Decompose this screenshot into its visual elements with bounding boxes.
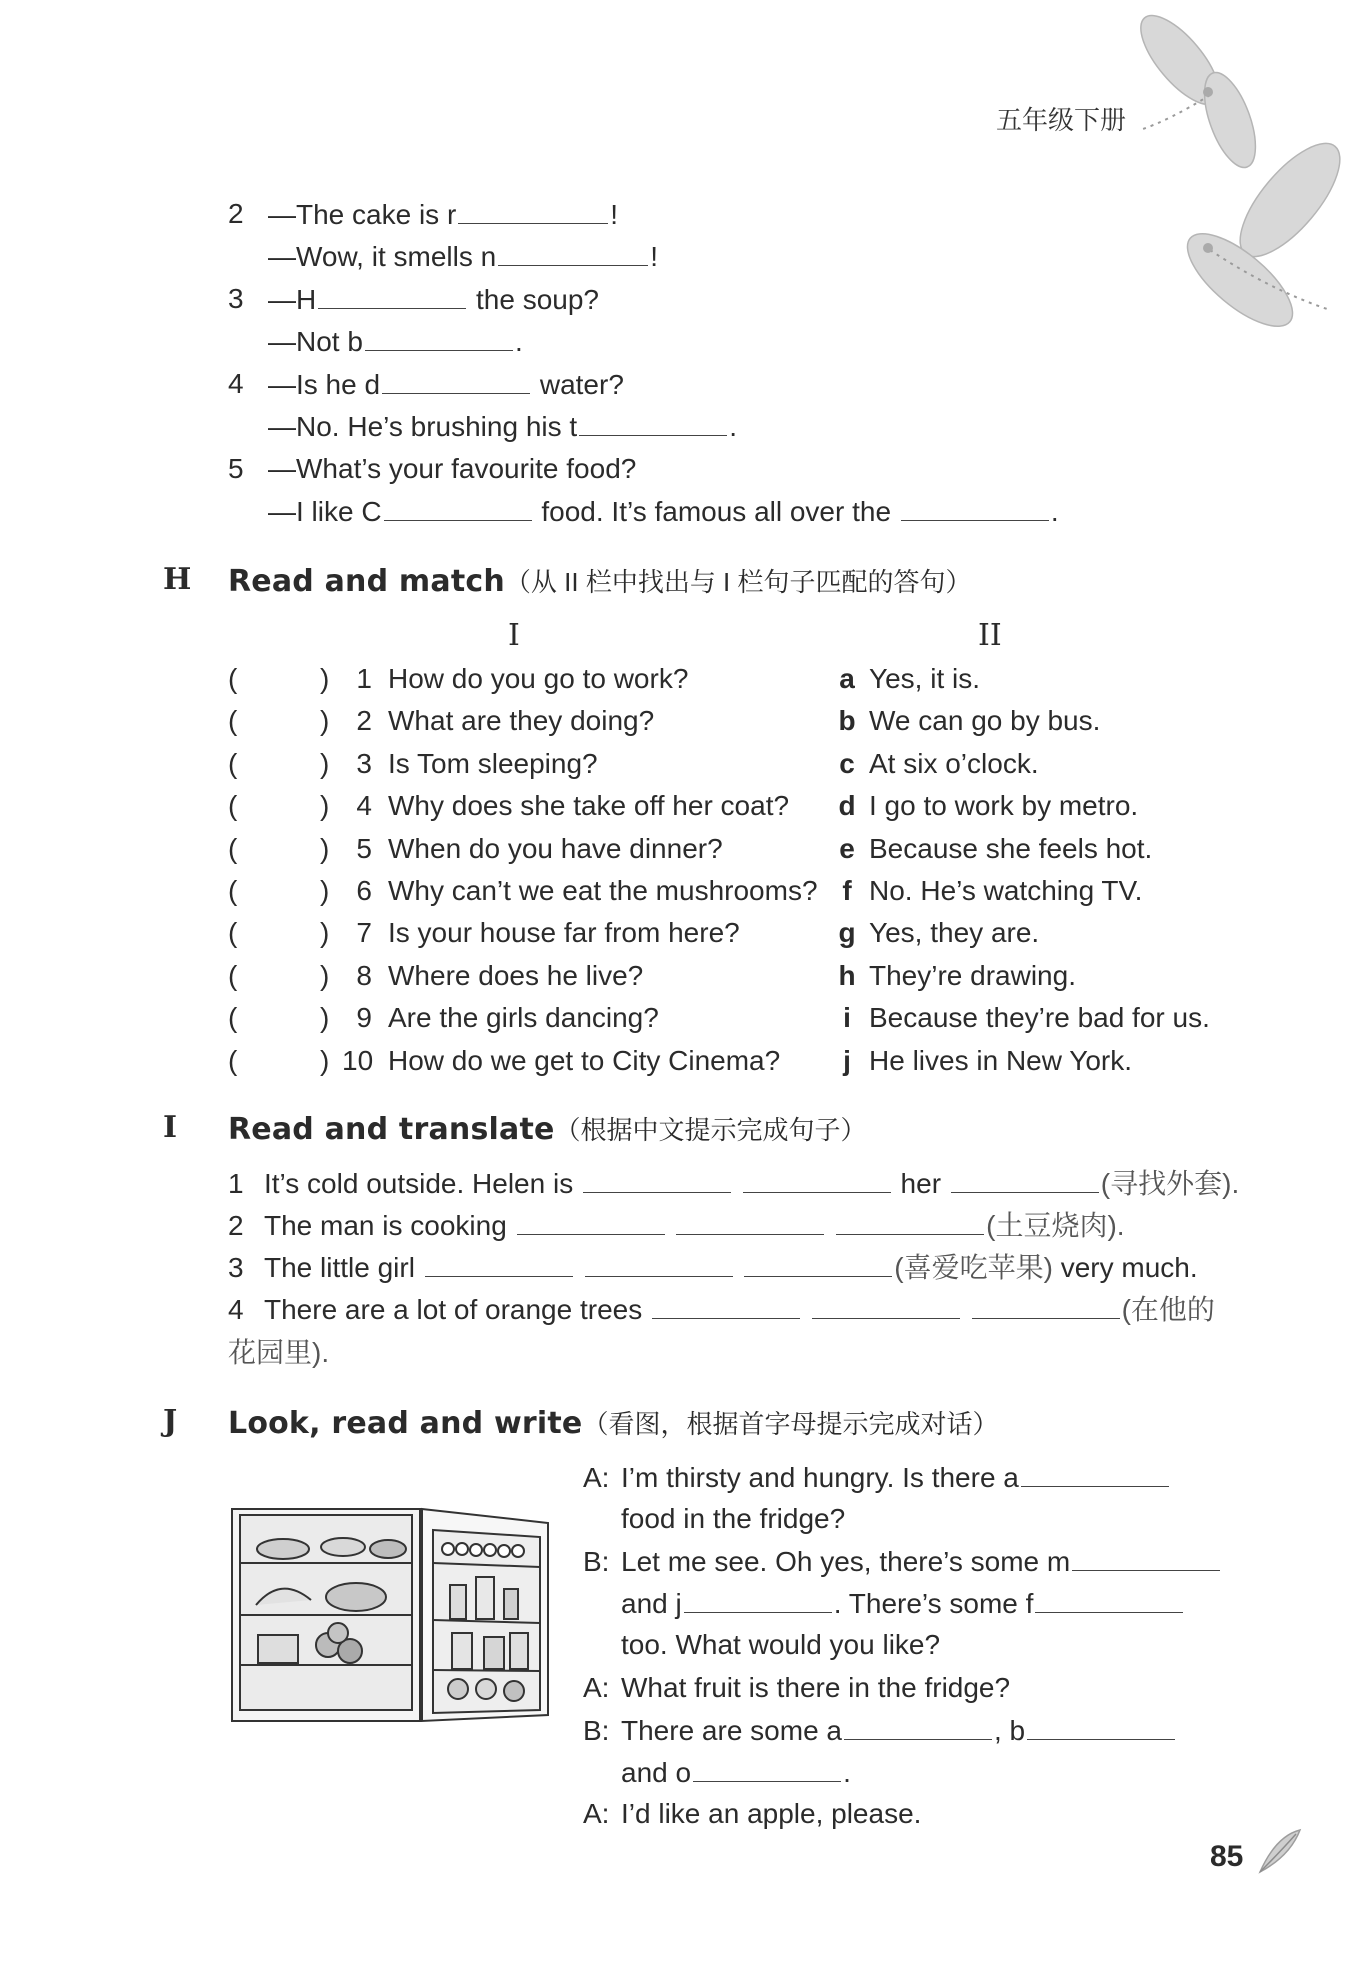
question-text: Why does she take off her coat? — [388, 790, 790, 822]
answer-blank[interactable] — [585, 1250, 733, 1277]
g-text: . — [729, 411, 737, 442]
i-text: very much. — [1052, 1252, 1198, 1283]
dialogue-line — [583, 1671, 1010, 1705]
g-text: ! — [650, 241, 658, 272]
question-text: Is Tom sleeping? — [388, 747, 598, 779]
question-text: Are the girls dancing? — [388, 1002, 659, 1034]
leaf-icon — [1256, 1826, 1302, 1876]
i-item-4 — [228, 1292, 1215, 1327]
answer-letter: f — [842, 875, 852, 906]
answer-blank[interactable] — [384, 494, 532, 521]
item-number: 3 — [228, 1252, 244, 1283]
answer-text: We can go by bus. — [869, 705, 1101, 737]
question-text: How do we get to City Cinema? — [388, 1044, 781, 1076]
question-number: 9 — [356, 1002, 372, 1034]
chinese-hint: (喜爱吃苹果) — [894, 1252, 1053, 1283]
answer-text: Because they’re bad for us. — [869, 1002, 1210, 1034]
answer-text: At six o’clock. — [869, 747, 1039, 779]
answer-text: Yes, it is. — [869, 663, 981, 694]
i-item-4-continuation: 花园里). — [228, 1337, 330, 1368]
question-number: 10 — [342, 1044, 374, 1076]
answer-paren-close: ) — [320, 747, 330, 779]
dialogue-text: What fruit is there in the fridge? — [621, 1671, 1011, 1703]
answer-text: Yes, they are. — [869, 917, 1040, 949]
dialogue-line — [583, 1460, 1171, 1495]
answer-blank[interactable] — [836, 1208, 984, 1235]
open-fridge-illustration — [228, 1505, 558, 1730]
chinese-hint: (寻找外套). — [1100, 1168, 1240, 1199]
g-item-4-num: 4 — [228, 368, 244, 399]
g-text: the soup? — [476, 284, 600, 315]
column-i-header: I — [508, 618, 520, 653]
g-item-3-num: 3 — [228, 283, 244, 314]
answer-paren-open[interactable]: ( — [228, 1044, 238, 1076]
answer-letter: c — [839, 747, 855, 779]
answer-paren-close: ) — [320, 1002, 330, 1034]
dialogue-text: too. What would you like? — [621, 1629, 941, 1661]
section-h-title — [228, 562, 972, 599]
section-title-text: Read and translate — [228, 1112, 555, 1147]
item-number: 1 — [228, 1168, 244, 1199]
section-h-letter: H — [163, 562, 192, 597]
answer-paren-close: ) — [320, 959, 330, 991]
g-item-4-line-2 — [268, 409, 737, 444]
answer-paren-close: ) — [320, 705, 330, 737]
item-number: 2 — [228, 1210, 244, 1241]
g-text: . — [514, 326, 523, 357]
answer-blank[interactable] — [743, 1166, 891, 1193]
question-text: Where does he live? — [388, 959, 644, 991]
section-instruction: （从 II 栏中找出与 I 栏句子匹配的答句） — [504, 567, 972, 597]
dialogue-line — [583, 1544, 1222, 1579]
i-text: The little girl — [264, 1252, 415, 1283]
answer-text: No. He’s watching TV. — [869, 875, 1143, 906]
page-number: 85 — [1210, 1840, 1244, 1873]
g-item-2-line-1 — [268, 197, 618, 232]
g-text: —The cake is r — [268, 199, 457, 230]
g-text: —Not b — [268, 326, 363, 357]
g-item-3-line-2 — [268, 324, 523, 359]
question-number: 2 — [356, 705, 372, 737]
i-item-2 — [228, 1208, 1125, 1243]
answer-letter: d — [838, 790, 856, 822]
question-text: Why can’t we eat the mushrooms? — [388, 875, 818, 906]
question-number: 6 — [356, 875, 372, 906]
answer-text: I go to work by metro. — [869, 790, 1139, 822]
answer-blank[interactable] — [318, 282, 466, 309]
answer-blank[interactable] — [1027, 1713, 1175, 1740]
question-text: What are they doing? — [388, 705, 655, 737]
question-text: How do you go to work? — [388, 663, 689, 694]
g-text: . — [1050, 496, 1059, 527]
answer-paren-open[interactable]: ( — [228, 875, 238, 906]
question-number: 7 — [356, 917, 372, 949]
answer-paren-open[interactable]: ( — [228, 917, 238, 949]
question-text: When do you have dinner? — [388, 832, 723, 864]
answer-letter: j — [843, 1044, 851, 1076]
dialogue-line — [583, 1797, 921, 1831]
answer-paren-close: ) — [320, 663, 330, 694]
answer-text: They’re drawing. — [869, 959, 1076, 991]
g-text: food. It’s famous all over the — [541, 496, 892, 527]
answer-blank[interactable] — [812, 1292, 960, 1319]
i-text: There are a lot of orange trees — [264, 1294, 643, 1325]
answer-paren-close: ) — [320, 832, 330, 864]
g-item-5-line-1 — [268, 452, 636, 486]
dialogue-text: Let me see. Oh yes, there’s some m — [621, 1546, 1071, 1578]
g-item-5-num: 5 — [228, 453, 244, 484]
answer-blank[interactable] — [1035, 1586, 1183, 1613]
dialogue-text: I’d like an apple, please. — [621, 1797, 922, 1829]
answer-paren-open[interactable]: ( — [228, 832, 238, 864]
g-item-2-line-2 — [268, 239, 658, 274]
g-text: ! — [610, 199, 619, 230]
speaker-label: A: — [583, 1671, 610, 1703]
answer-blank[interactable] — [693, 1755, 841, 1782]
answer-paren-close: ) — [320, 917, 330, 949]
speaker-label: B: — [583, 1714, 610, 1746]
answer-blank[interactable] — [425, 1250, 573, 1277]
dialogue-line — [583, 1586, 1185, 1621]
answer-blank[interactable] — [517, 1208, 665, 1235]
answer-blank[interactable] — [684, 1586, 832, 1613]
i-text: It’s cold outside. Helen is — [264, 1168, 574, 1199]
item-number: 4 — [228, 1294, 244, 1325]
dialogue-text: . — [843, 1756, 851, 1788]
dialogue-line — [583, 1755, 851, 1790]
g-item-3-line-1 — [268, 282, 599, 317]
dialogue-text: food in the fridge? — [621, 1503, 846, 1535]
g-text: —What’s your favourite food? — [268, 453, 637, 484]
answer-paren-close: ) — [320, 1044, 330, 1076]
column-ii-header: II — [978, 618, 1002, 653]
section-j-letter: J — [163, 1404, 178, 1439]
g-text: —H — [268, 284, 317, 315]
answer-letter: b — [838, 705, 856, 737]
answer-letter: a — [839, 663, 855, 694]
dialogue-line — [583, 1502, 845, 1536]
answer-letter: e — [839, 832, 855, 864]
answer-paren-open[interactable]: ( — [228, 705, 238, 737]
section-instruction: （根据中文提示完成句子） — [554, 1115, 867, 1145]
dialogue-text: I’m thirsty and hungry. Is there a — [621, 1462, 1019, 1493]
g-text: —I like C — [268, 496, 382, 527]
dialogue-text: and o — [621, 1756, 692, 1788]
dialogue-text: There are some a — [621, 1714, 842, 1746]
answer-letter: g — [838, 917, 856, 949]
answer-paren-open[interactable]: ( — [228, 959, 238, 991]
question-number: 1 — [356, 663, 372, 694]
section-title-text: Look, read and write — [228, 1406, 583, 1441]
i-text: The man is cooking — [264, 1210, 507, 1241]
answer-blank[interactable] — [951, 1166, 1099, 1193]
answer-paren-open[interactable]: ( — [228, 1002, 238, 1034]
answer-blank[interactable] — [844, 1713, 992, 1740]
answer-blank[interactable] — [972, 1292, 1120, 1319]
dialogue-text: and j — [621, 1588, 682, 1620]
answer-blank[interactable] — [901, 494, 1049, 521]
i-text: her — [900, 1168, 942, 1199]
question-number: 3 — [356, 747, 372, 779]
section-i-letter: I — [163, 1110, 178, 1145]
answer-blank[interactable] — [1021, 1460, 1169, 1487]
speaker-label: A: — [583, 1462, 610, 1493]
answer-blank[interactable] — [583, 1166, 731, 1193]
g-text: —Is he d — [268, 369, 381, 400]
section-j-title — [228, 1404, 998, 1441]
answer-letter: i — [843, 1002, 851, 1034]
answer-blank[interactable] — [744, 1250, 892, 1277]
g-item-5-line-2 — [268, 494, 1059, 529]
dragonfly-decoration — [1120, 10, 1350, 370]
g-text: —Wow, it smells n — [268, 241, 497, 272]
question-number: 4 — [356, 790, 372, 822]
section-title-text: Read and match — [228, 564, 505, 599]
i-item-1 — [228, 1166, 1239, 1201]
answer-blank[interactable] — [1072, 1544, 1220, 1571]
g-text: —No. He’s brushing his t — [268, 411, 578, 442]
answer-blank[interactable] — [579, 409, 727, 436]
dialogue-line — [583, 1628, 940, 1662]
g-text: water? — [539, 369, 624, 400]
section-instruction: （看图，根据首字母提示完成对话） — [582, 1409, 999, 1439]
speaker-label: B: — [583, 1546, 610, 1578]
answer-blank[interactable] — [498, 239, 648, 266]
answer-text: Because she feels hot. — [869, 832, 1153, 864]
chinese-hint: (土豆烧肉). — [986, 1210, 1125, 1241]
answer-blank[interactable] — [652, 1292, 800, 1319]
question-text: Is your house far from here? — [388, 917, 740, 949]
question-number: 5 — [356, 832, 372, 864]
section-i-title — [228, 1110, 867, 1147]
answer-letter: h — [838, 959, 856, 991]
answer-blank[interactable] — [382, 367, 530, 394]
answer-blank[interactable] — [458, 197, 608, 224]
speaker-label: A: — [583, 1797, 610, 1829]
dialogue-line — [583, 1713, 1177, 1748]
question-number: 8 — [356, 959, 372, 991]
answer-blank[interactable] — [676, 1208, 824, 1235]
dialogue-text: . There’s some f — [833, 1588, 1034, 1620]
g-item-4-line-1 — [268, 367, 624, 402]
g-item-2-num: 2 — [228, 198, 244, 229]
dialogue-text: , b — [994, 1714, 1026, 1746]
answer-paren-open[interactable]: ( — [228, 747, 238, 779]
grade-label: 五年级下册 — [996, 105, 1127, 135]
answer-paren-close: ) — [320, 875, 330, 906]
answer-blank[interactable] — [365, 324, 513, 351]
answer-paren-close: ) — [320, 790, 330, 822]
answer-paren-open[interactable]: ( — [228, 790, 238, 822]
chinese-hint: (在他的 — [1121, 1294, 1215, 1325]
i-item-3 — [228, 1250, 1198, 1285]
answer-paren-open[interactable]: ( — [228, 663, 238, 694]
answer-text: He lives in New York. — [869, 1044, 1133, 1076]
